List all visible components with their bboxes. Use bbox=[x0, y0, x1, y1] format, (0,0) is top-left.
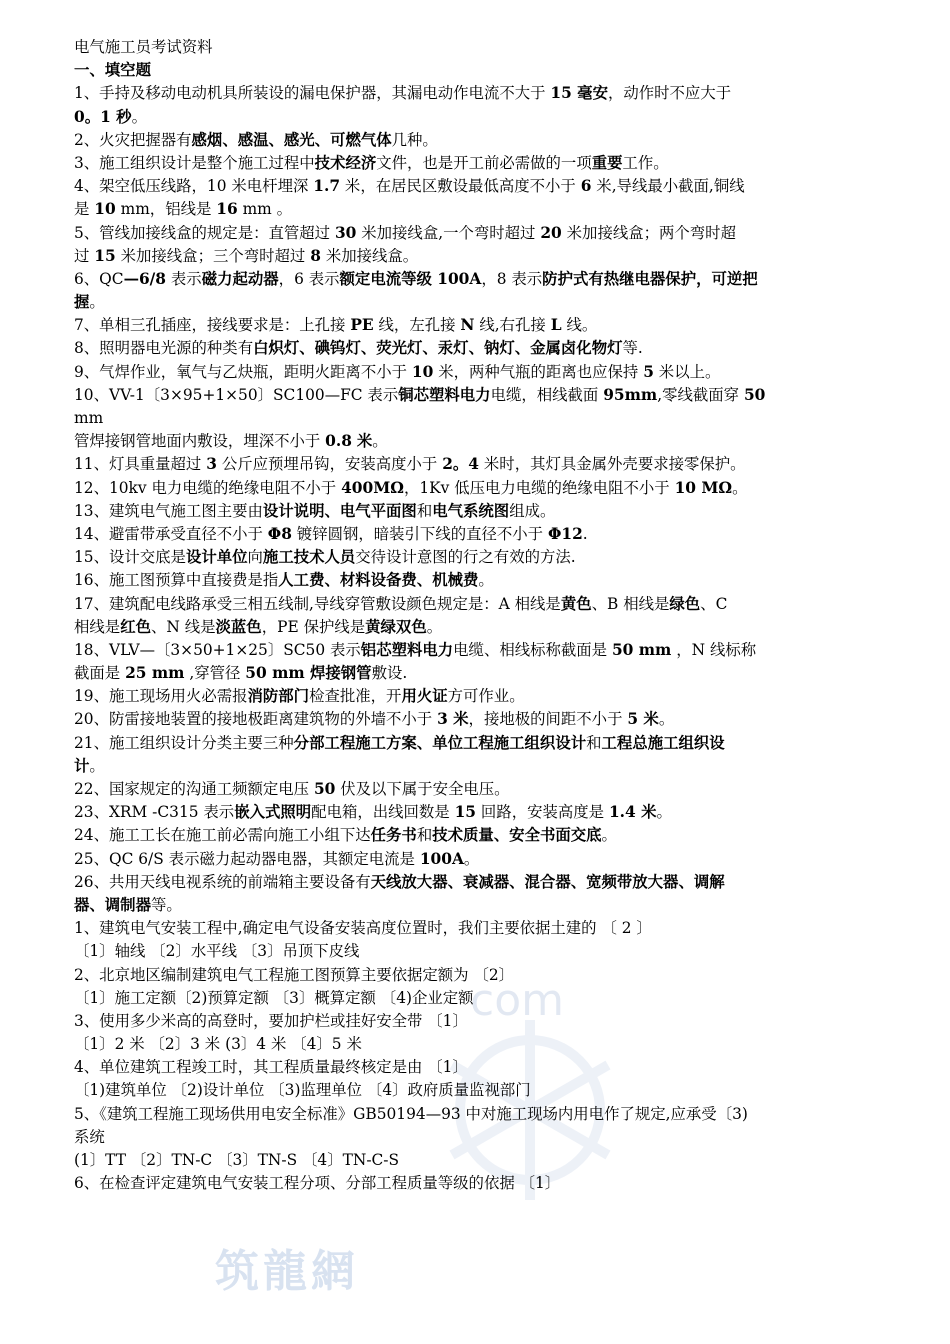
text-run: 检查批准，开 bbox=[309, 687, 402, 706]
document-body bbox=[74, 36, 880, 1195]
answer-text: 15 bbox=[94, 246, 116, 265]
text-line bbox=[74, 778, 880, 801]
text-line bbox=[74, 1172, 880, 1195]
text-line bbox=[74, 222, 880, 245]
answer-text: 白炽灯、碘钨灯、荧光灯、汞灯、钠灯、金属卤化物灯 bbox=[253, 339, 623, 358]
text-run: 26、共用天线电视系统的前端箱主要设备有 bbox=[74, 872, 371, 891]
text-line bbox=[74, 639, 880, 662]
answer-text: 铝芯塑料电力 bbox=[360, 640, 454, 659]
text-run: 和 bbox=[416, 501, 433, 520]
text-run: 12、10kv 电力电缆的绝缘电阻不小于 bbox=[74, 478, 342, 497]
answer-text: 黄色 bbox=[560, 594, 592, 613]
answer-text: 红色 bbox=[120, 617, 151, 636]
text-run: 3、使用多少米高的高登时，要加护栏或挂好安全带 〔1〕 bbox=[74, 1011, 468, 1030]
text-line bbox=[74, 477, 880, 500]
answer-text: 30 bbox=[334, 223, 357, 242]
text-line bbox=[74, 337, 880, 360]
text-run: 伏及以下属于安全电压。 bbox=[335, 780, 510, 798]
text-run: 方可作业。 bbox=[447, 687, 525, 706]
text-line bbox=[74, 685, 880, 708]
answer-text: 技术经济 bbox=[314, 153, 377, 172]
answer-text: L bbox=[550, 316, 562, 335]
text-run: 11、灯具重量超过 bbox=[74, 455, 207, 474]
question-lines bbox=[74, 82, 880, 1195]
answer-text: 3 bbox=[206, 455, 217, 474]
text-run: 6、QC bbox=[74, 269, 124, 288]
text-run: 16、施工图预算中直接费是指 bbox=[74, 571, 279, 590]
text-run: 。 bbox=[656, 803, 672, 822]
answer-text: PE bbox=[350, 316, 374, 335]
text-run: 23、XRM -C315 表示 bbox=[74, 803, 235, 822]
text-line bbox=[74, 801, 880, 824]
text-line bbox=[74, 616, 880, 639]
text-run: 10、VV-1〔3×95+1×50〕SC100—FC 表示 bbox=[74, 385, 399, 404]
text-run: 交待设计意图的行之有效的方法. bbox=[355, 548, 576, 567]
text-run: 。 bbox=[372, 432, 388, 451]
answer-text: 施工技术人员 bbox=[262, 548, 356, 567]
text-line bbox=[74, 824, 880, 847]
text-run: 米,导线最小截面,铜线 bbox=[591, 177, 745, 196]
answer-text: 淡蓝色 bbox=[215, 617, 262, 636]
text-run: 1、手持及移动电动机具所装设的漏电保护器，其漏电动作电流不大于 bbox=[74, 84, 551, 103]
text-line bbox=[74, 430, 880, 453]
answer-text: 0.8 bbox=[325, 432, 352, 451]
text-run: 4、架空低压线路，10 米电杆埋深 bbox=[74, 177, 314, 196]
text-run: 18、VLV—〔3×50+1×25〕SC50 表示 bbox=[74, 640, 361, 659]
text-run: 几种。 bbox=[391, 130, 438, 149]
answer-text: 10 MΩ bbox=[674, 478, 733, 497]
text-run: 米以上。 bbox=[653, 362, 721, 381]
answer-text: 50 bbox=[313, 780, 336, 798]
text-line bbox=[74, 1149, 880, 1172]
text-line bbox=[74, 106, 880, 129]
text-run: ，N 线标称 bbox=[671, 640, 757, 659]
text-run: 17、建筑配电线路承受三相五线制,导线穿管敷设颜色规定是：A 相线是 bbox=[74, 594, 561, 613]
answer-text: 1.4 米 bbox=[608, 803, 657, 822]
text-run: ，PE 保护线是 bbox=[261, 617, 366, 636]
text-run: 。 bbox=[601, 826, 617, 845]
text-run: 19、施工现场用火必需报 bbox=[74, 687, 248, 706]
text-run: 5、《建筑工程施工现场供用电安全标准》GB50194—93 中对施工现场内用电作了规定,应承受〔3) bbox=[74, 1104, 748, 1123]
text-line bbox=[74, 755, 880, 778]
text-run: ，6 表示 bbox=[278, 269, 340, 288]
text-run: mm bbox=[74, 409, 104, 427]
text-run: 。 bbox=[478, 571, 494, 590]
answer-text: 2。4 bbox=[442, 455, 480, 474]
text-run: ，动作时不应大于 bbox=[607, 84, 732, 103]
text-run: 。 bbox=[658, 710, 675, 729]
answer-text: 25 mm bbox=[125, 664, 185, 683]
answer-text: Φ8 bbox=[267, 524, 292, 543]
text-run: 1、建筑电气安装工程中,确定电气设备安装高度位置时，我们主要依据土建的 〔 2 〕 bbox=[74, 919, 652, 938]
text-run: 2、火灾把握器有 bbox=[74, 130, 192, 149]
text-run: 组成。 bbox=[509, 501, 556, 520]
text-line bbox=[74, 1010, 880, 1033]
text-line bbox=[74, 361, 880, 384]
text-run: 镀锌圆钢，暗装引下线的直径不小于 bbox=[291, 524, 548, 543]
text-line bbox=[74, 894, 880, 917]
text-run: 敷设. bbox=[371, 664, 408, 683]
text-run: 3、施工组织设计是整个施工过程中 bbox=[74, 153, 315, 172]
text-run: 电缆，相线截面 bbox=[490, 385, 604, 404]
text-run: 〔1〕2 米 〔2〕3 米 (3〕4 米 〔4〕5 米 bbox=[74, 1035, 362, 1054]
answer-text: 100A bbox=[419, 849, 464, 868]
text-line bbox=[74, 964, 880, 987]
answer-text: 5 bbox=[643, 362, 654, 381]
text-run: 米，在居民区敷设最低高度不小于 bbox=[340, 177, 581, 196]
answer-text: 400MΩ bbox=[341, 478, 404, 497]
answer-text: 防护式有热继电器保护，可逆把 bbox=[542, 269, 758, 288]
answer-text: 50 bbox=[743, 385, 766, 404]
text-run: 和 bbox=[586, 733, 602, 752]
text-run: ，接地极的间距不小于 bbox=[468, 710, 628, 729]
text-run: 、C bbox=[700, 594, 728, 613]
text-run: 米加接线盒。 bbox=[320, 246, 419, 265]
text-run: ,零线截面穿 bbox=[657, 385, 744, 404]
text-run: 等. bbox=[622, 339, 643, 358]
text-run: 米时，其灯具金属外壳要求接零保护。 bbox=[479, 455, 746, 474]
text-run: mm 。 bbox=[237, 200, 293, 219]
text-run: 是 bbox=[74, 200, 95, 219]
text-line bbox=[74, 708, 880, 731]
text-line bbox=[74, 407, 880, 430]
text-run: 25、QC 6/S 表示磁力起动器电器，其额定电流是 bbox=[74, 849, 420, 868]
text-line bbox=[74, 871, 880, 894]
text-line bbox=[74, 569, 880, 592]
answer-text: 15 bbox=[454, 803, 477, 822]
text-run: 相线是 bbox=[74, 617, 121, 636]
answer-text: 15 毫安 bbox=[550, 84, 608, 103]
text-run: 系统 bbox=[74, 1127, 105, 1146]
text-run: 〔1〕轴线 〔2〕水平线 〔3〕吊顶下皮线 bbox=[74, 942, 360, 961]
text-run: 线，左孔接 bbox=[373, 316, 461, 335]
answer-text: 感烟、感温、感光、可燃气体 bbox=[191, 130, 392, 149]
text-run: ，8 表示 bbox=[481, 269, 543, 288]
text-run: 米，两种气瓶的距离也应保持 bbox=[433, 362, 644, 381]
answer-text: 消防部门 bbox=[247, 687, 310, 706]
answer-text: 3 米 bbox=[437, 710, 469, 729]
text-run: 21、施工组织设计分类主要三种 bbox=[74, 733, 294, 752]
text-line bbox=[74, 198, 880, 221]
text-line bbox=[74, 523, 880, 546]
text-run: 回路，安装高度是 bbox=[476, 803, 609, 822]
answer-text: 8 bbox=[310, 246, 321, 265]
text-line bbox=[74, 245, 880, 268]
text-run: 线,右孔接 bbox=[474, 316, 551, 335]
answer-text: 电气系统图 bbox=[432, 501, 510, 520]
watermark-url: com bbox=[470, 975, 564, 1026]
answer-text: 设计单位 bbox=[185, 548, 248, 567]
text-run: 米加接线盒；两个弯时超 bbox=[561, 223, 736, 242]
text-run: mm，铝线是 bbox=[115, 200, 217, 219]
answer-text: 握 bbox=[74, 293, 90, 312]
answer-text: N bbox=[460, 316, 475, 335]
text-run: 〔1)建筑单位 〔2)设计单位 〔3)监理单位 〔4〕政府质量监视部门 bbox=[74, 1081, 531, 1100]
answer-text: 重要 bbox=[591, 153, 623, 172]
text-run: 等。 bbox=[150, 895, 182, 914]
answer-text: 6 bbox=[580, 177, 592, 196]
text-run: 。 bbox=[131, 107, 147, 126]
text-line bbox=[74, 82, 880, 105]
text-run: 13、建筑电气施工图主要由 bbox=[74, 501, 263, 520]
answer-text: 50 mm 焊接钢管 bbox=[245, 664, 372, 683]
answer-text: 器、调制器 bbox=[74, 895, 151, 914]
text-run: 。 bbox=[89, 756, 105, 775]
text-run: 向 bbox=[247, 548, 263, 567]
text-run: 2、北京地区编制建筑电气工程施工图预算主要依据定额为 〔2〕 bbox=[74, 965, 515, 984]
text-run: 配电箱，出线回数是 bbox=[311, 803, 455, 822]
answer-text: 米 bbox=[356, 432, 373, 451]
text-run: 电缆、相线标称截面是 bbox=[453, 640, 612, 659]
text-line bbox=[74, 500, 880, 523]
answer-text: 10 bbox=[94, 200, 116, 219]
text-line bbox=[74, 1103, 880, 1126]
text-line bbox=[74, 291, 880, 314]
text-line bbox=[74, 987, 880, 1010]
answer-text: 计 bbox=[74, 756, 90, 775]
watermark-text: 筑龍網 bbox=[215, 1246, 359, 1297]
text-run: 〔1〕施工定额〔2)预算定额 〔3〕概算定额 〔4)企业定额 bbox=[74, 988, 474, 1007]
text-run: 管焊接钢管地面内敷设，埋深不小于 bbox=[74, 432, 326, 451]
text-run: 米加接线盒,一个弯时超过 bbox=[356, 223, 541, 242]
text-line bbox=[74, 848, 880, 871]
answer-text: 20 bbox=[540, 223, 562, 242]
text-run: 14、避雷带承受直径不小于 bbox=[74, 524, 268, 543]
text-run: 。 bbox=[426, 617, 443, 636]
answer-text: 95mm bbox=[603, 385, 658, 404]
answer-text: 额定电流等级 100A bbox=[339, 269, 482, 288]
text-run: 。 bbox=[732, 478, 748, 497]
answer-text: 铜芯塑料电力 bbox=[398, 385, 491, 404]
answer-text: 任务书 bbox=[370, 826, 417, 845]
text-run: 截面是 bbox=[74, 664, 126, 683]
text-line bbox=[74, 268, 880, 291]
text-run: 米加接线盒；三个弯时超过 bbox=[115, 246, 311, 265]
answer-text: 绿色 bbox=[669, 594, 701, 613]
answer-text: 1.7 bbox=[313, 177, 341, 196]
answer-text: 16 bbox=[216, 200, 238, 219]
text-run: 15、设计交底是 bbox=[74, 548, 186, 567]
text-line bbox=[74, 314, 880, 337]
answer-text: 天线放大器、衰减器、混合器、宽频带放大器、调解 bbox=[370, 872, 725, 891]
answer-text: 10 bbox=[411, 362, 434, 381]
text-run: 8、照明器电光源的种类有 bbox=[74, 339, 254, 358]
answer-text: 技术质量、安全书面交底 bbox=[432, 826, 602, 845]
text-run: 22、国家规定的沟通工频额定电压 bbox=[74, 780, 314, 798]
text-run: 、B 相线是 bbox=[591, 594, 670, 613]
text-run: 6、在检查评定建筑电气安装工程分项、分部工程质量等级的依据 〔1〕 bbox=[74, 1174, 561, 1193]
text-line bbox=[74, 732, 880, 755]
text-run: 工作。 bbox=[622, 153, 669, 172]
text-line bbox=[74, 453, 880, 476]
answer-text: 设计说明、电气平面图 bbox=[262, 501, 417, 520]
text-run: 、N 线是 bbox=[150, 617, 216, 636]
answer-text: —6/8 bbox=[123, 269, 167, 288]
text-run: 9、气焊作业，氧气与乙炔瓶，距明火距离不小于 bbox=[74, 362, 412, 381]
text-run: 5、管线加接线盒的规定是：直管超过 bbox=[74, 223, 335, 242]
answer-text: 嵌入式照明 bbox=[234, 803, 312, 822]
text-line bbox=[74, 1056, 880, 1079]
text-run: 表示 bbox=[166, 269, 202, 288]
text-line bbox=[74, 152, 880, 175]
text-run: 20、防雷接地装置的接地极距离建筑物的外墙不小于 bbox=[74, 710, 438, 729]
text-run: . bbox=[582, 524, 588, 543]
text-run: 。 bbox=[463, 849, 480, 868]
answer-text: 0。1 秒 bbox=[74, 107, 132, 126]
answer-text: 工程总施工组织设 bbox=[601, 733, 725, 752]
answer-text: 50 mm bbox=[611, 640, 672, 659]
section-heading: 一、填空题 bbox=[74, 61, 151, 80]
answer-text: 黄绿双色 bbox=[365, 617, 427, 636]
text-run: 线。 bbox=[561, 316, 598, 335]
text-line bbox=[74, 546, 880, 569]
text-line bbox=[74, 1033, 880, 1056]
text-run: 7、单相三孔插座，接线要求是：上孔接 bbox=[74, 316, 351, 335]
doc-title: 电气施工员考试资料 bbox=[74, 38, 213, 56]
text-line bbox=[74, 129, 880, 152]
text-run: 过 bbox=[74, 246, 95, 265]
text-line bbox=[74, 917, 880, 940]
answer-text: 5 米 bbox=[627, 710, 659, 729]
text-line bbox=[74, 662, 880, 685]
text-run: 24、施工工长在施工前必需向施工小组下达 bbox=[74, 826, 371, 845]
text-run: 。 bbox=[89, 293, 105, 312]
answer-text: 人工费、材料设备费、机械费 bbox=[278, 571, 479, 590]
answer-text: 磁力起动器 bbox=[201, 269, 279, 288]
text-run: 公斤应预埋吊钩，安装高度小于 bbox=[216, 455, 443, 474]
text-run: ,穿管径 bbox=[184, 664, 246, 683]
text-line bbox=[74, 175, 880, 198]
text-line bbox=[74, 1079, 880, 1102]
text-line bbox=[74, 940, 880, 963]
text-line bbox=[74, 384, 880, 407]
text-run: (1〕TT 〔2〕TN-C 〔3〕TN-S 〔4〕TN-C-S bbox=[74, 1151, 400, 1169]
answer-text: 用火证 bbox=[401, 687, 448, 706]
text-run: 和 bbox=[416, 826, 433, 845]
text-line bbox=[74, 593, 880, 616]
text-run: 文件，也是开工前必需做的一项 bbox=[376, 153, 592, 172]
text-run: 4、单位建筑工程竣工时，其工程质量最终核定是由 〔1〕 bbox=[74, 1058, 468, 1077]
text-run: ，1Kv 低压电力电缆的绝缘电阻不小于 bbox=[403, 478, 675, 497]
answer-text: 分部工程施工方案、单位工程施工组织设计 bbox=[293, 733, 587, 752]
text-line bbox=[74, 1126, 880, 1149]
answer-text: Φ12 bbox=[547, 524, 583, 543]
